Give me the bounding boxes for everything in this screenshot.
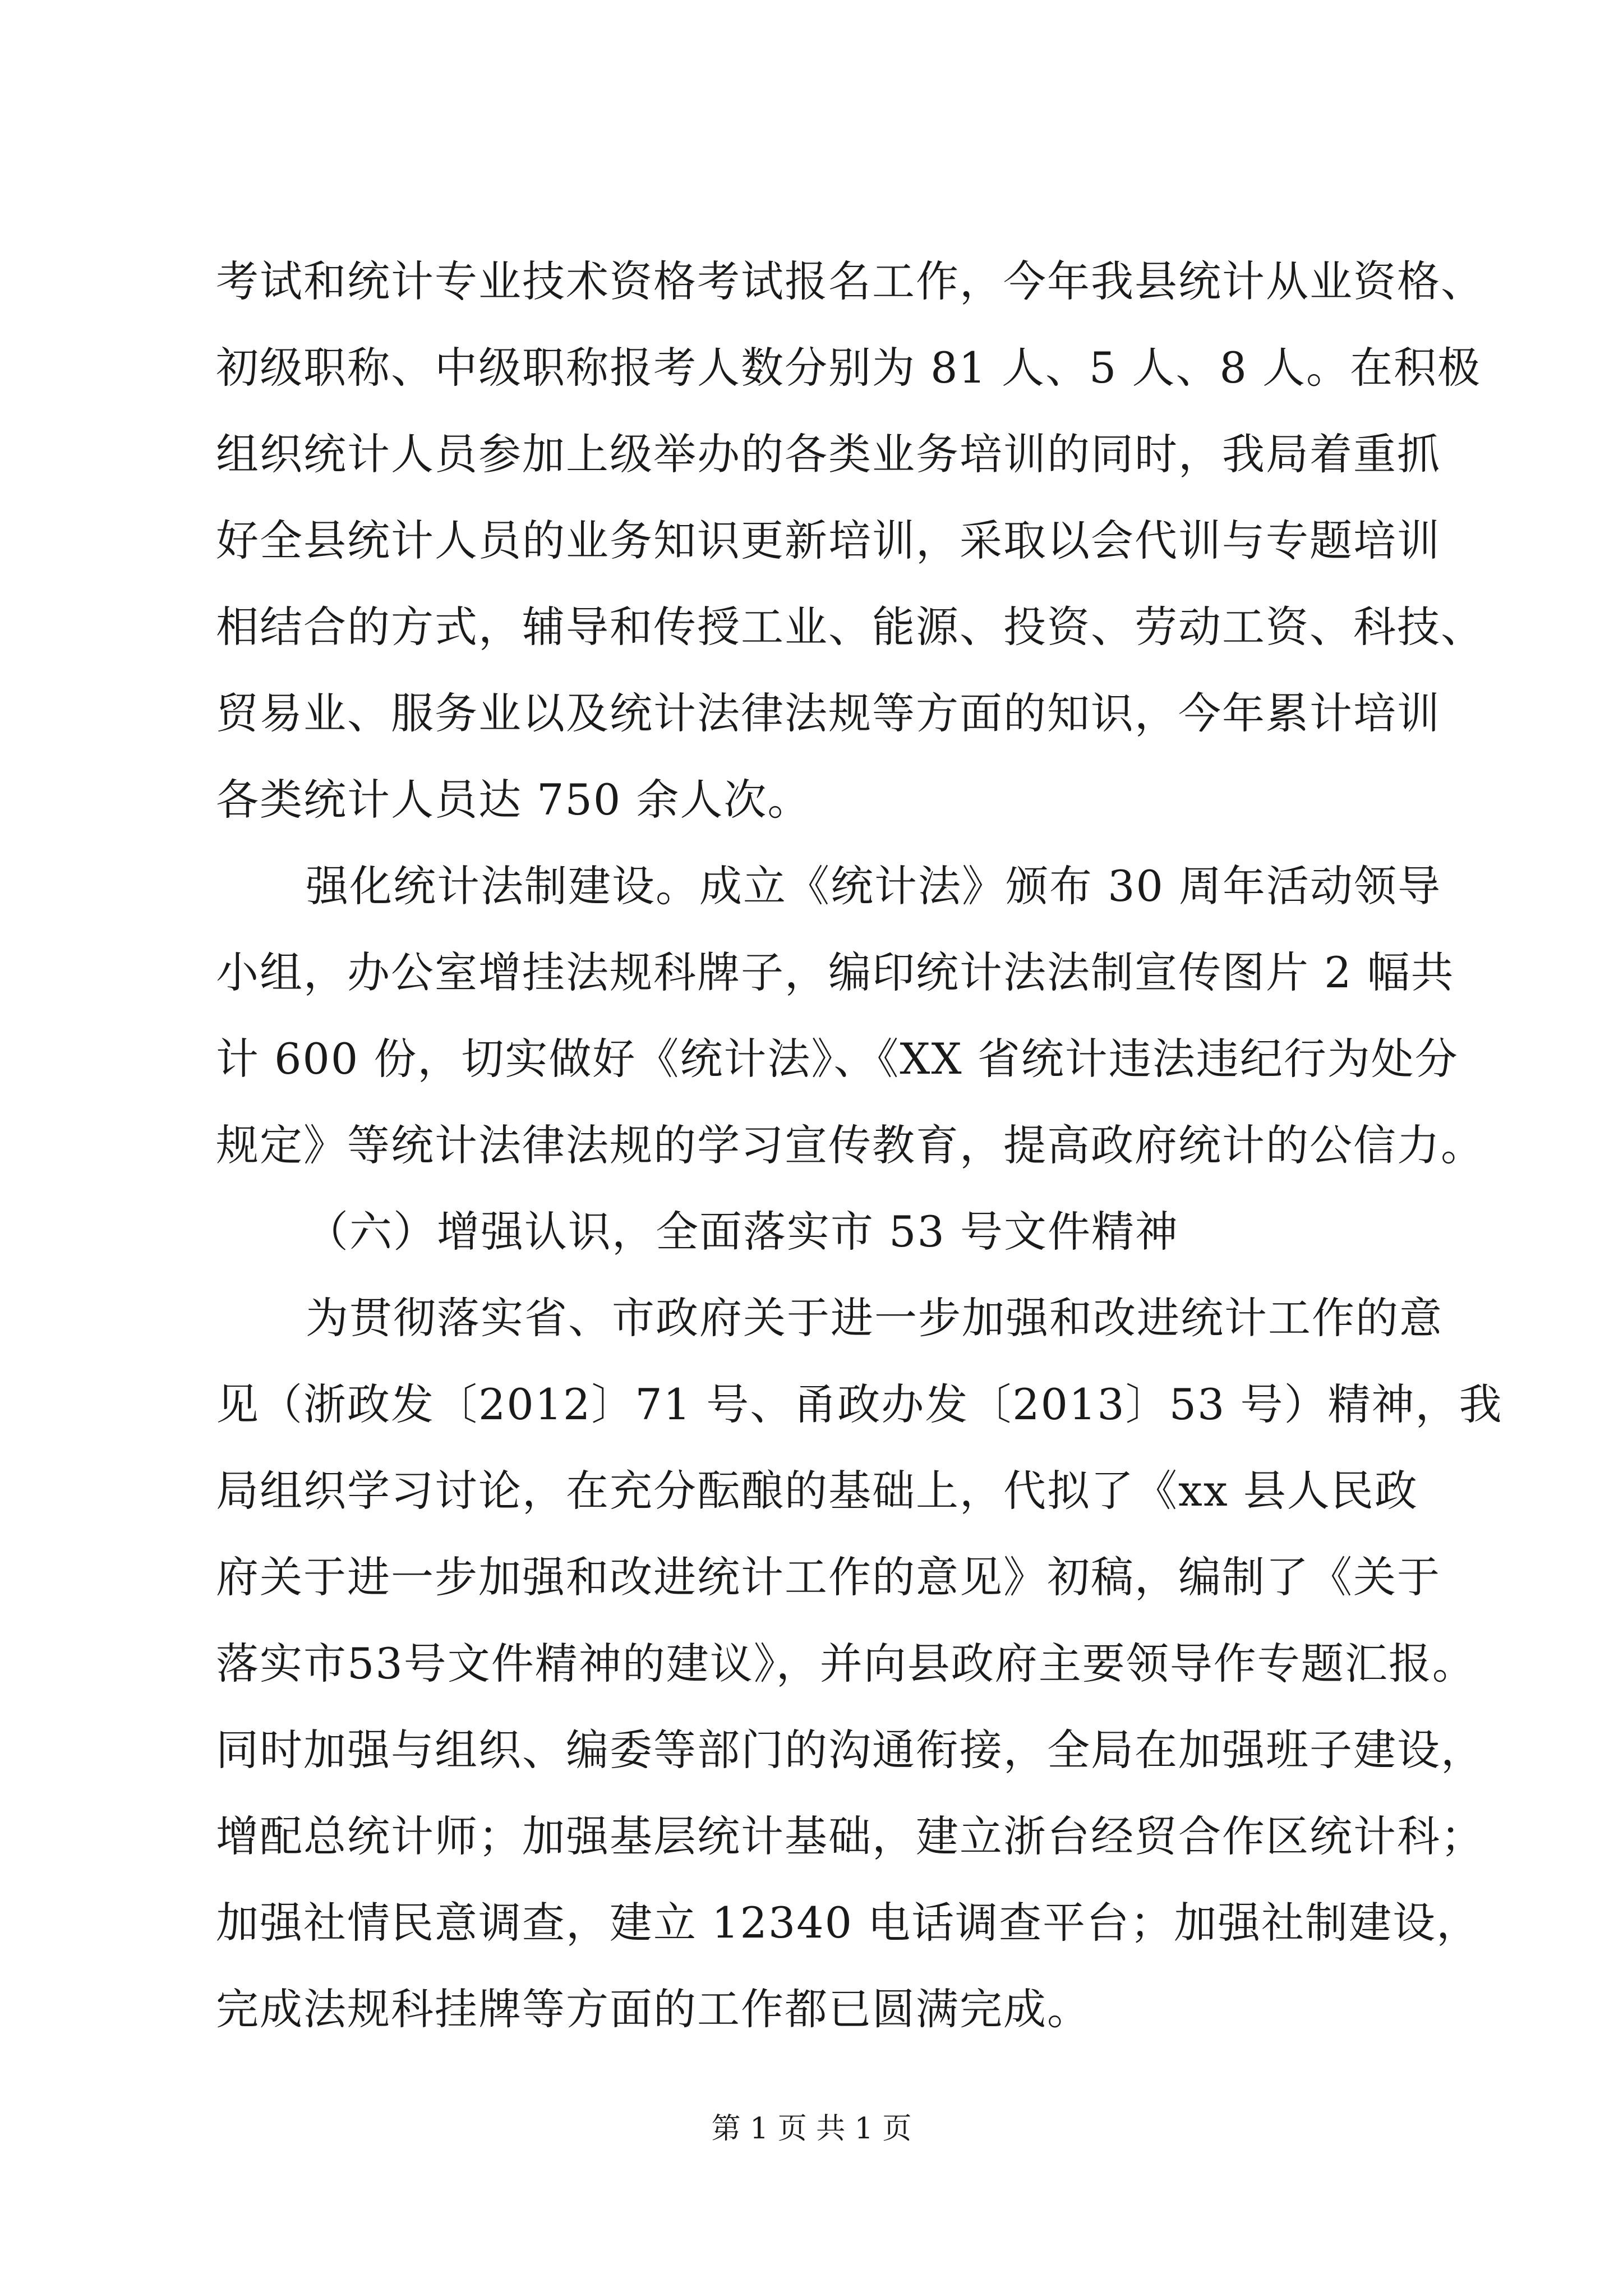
document-body	[216, 238, 1503, 2053]
text-line: 强化统计法制建设。成立《统计法》颁布 30 周年活动领导	[306, 861, 1442, 911]
text-line: 加强社情民意调查，建立 12340 电话调查平台；加强社制建设，	[216, 1898, 1481, 1948]
text-line: 初级职称、中级职称报考人数分别为 81 人、5 人、8 人。在积极	[216, 343, 1482, 393]
text-line: 完成法规科挂牌等方面的工作都已圆满完成。	[216, 1984, 1091, 2034]
text-line: 贸易业、服务业以及统计法律法规等方面的知识，今年累计培训	[216, 688, 1441, 738]
page-number: 第 1 页 共 1 页	[711, 2112, 912, 2146]
text-line: 规定》等统计法律法规的学习宣传教育，提高政府统计的公信力。	[216, 1120, 1484, 1170]
text-line: 局组织学习讨论，在充分酝酿的基础上，代拟了《xx 县人民政	[216, 1466, 1418, 1516]
text-line: 落实市53号文件精神的建议》，并向县政府主要领导作专题汇报。	[216, 1639, 1476, 1688]
text-line: 相结合的方式，辅导和传授工业、能源、投资、劳动工资、科技、	[216, 602, 1484, 652]
text-line: 考试和统计专业技术资格考试报名工作，今年我县统计从业资格、	[216, 256, 1484, 306]
page-footer	[0, 2109, 1623, 2148]
text-line: 组织统计人员参加上级举办的各类业务培训的同时，我局着重抓	[216, 429, 1441, 479]
text-line: 为贯彻落实省、市政府关于进一步加强和改进统计工作的意	[306, 1293, 1443, 1343]
text-line: 见（浙政发〔2012〕71 号、甬政办发〔2013〕53 号）精神，我	[216, 1379, 1503, 1429]
text-line: 好全县统计人员的业务知识更新培训，采取以会代训与专题培训	[216, 516, 1441, 565]
text-line: 计 600 份，切实做好《统计法》、《XX 省统计违法违纪行为处分	[216, 1034, 1459, 1084]
text-line: 增配总统计师；加强基层统计基础，建立浙台经贸合作区统计科；	[216, 1811, 1484, 1861]
text-line: 各类统计人员达 750 余人次。	[216, 775, 811, 825]
text-line: 府关于进一步加强和改进统计工作的意见》初稿，编制了《关于	[216, 1552, 1441, 1602]
text-line: 小组，办公室增挂法规科牌子，编印统计法法制宣传图片 2 幅共	[216, 947, 1455, 997]
text-line: 同时加强与组织、编委等部门的沟通衔接，全局在加强班子建设，	[216, 1725, 1484, 1775]
section-heading: （六）增强认识，全面落实市 53 号文件精神	[306, 1207, 1179, 1257]
